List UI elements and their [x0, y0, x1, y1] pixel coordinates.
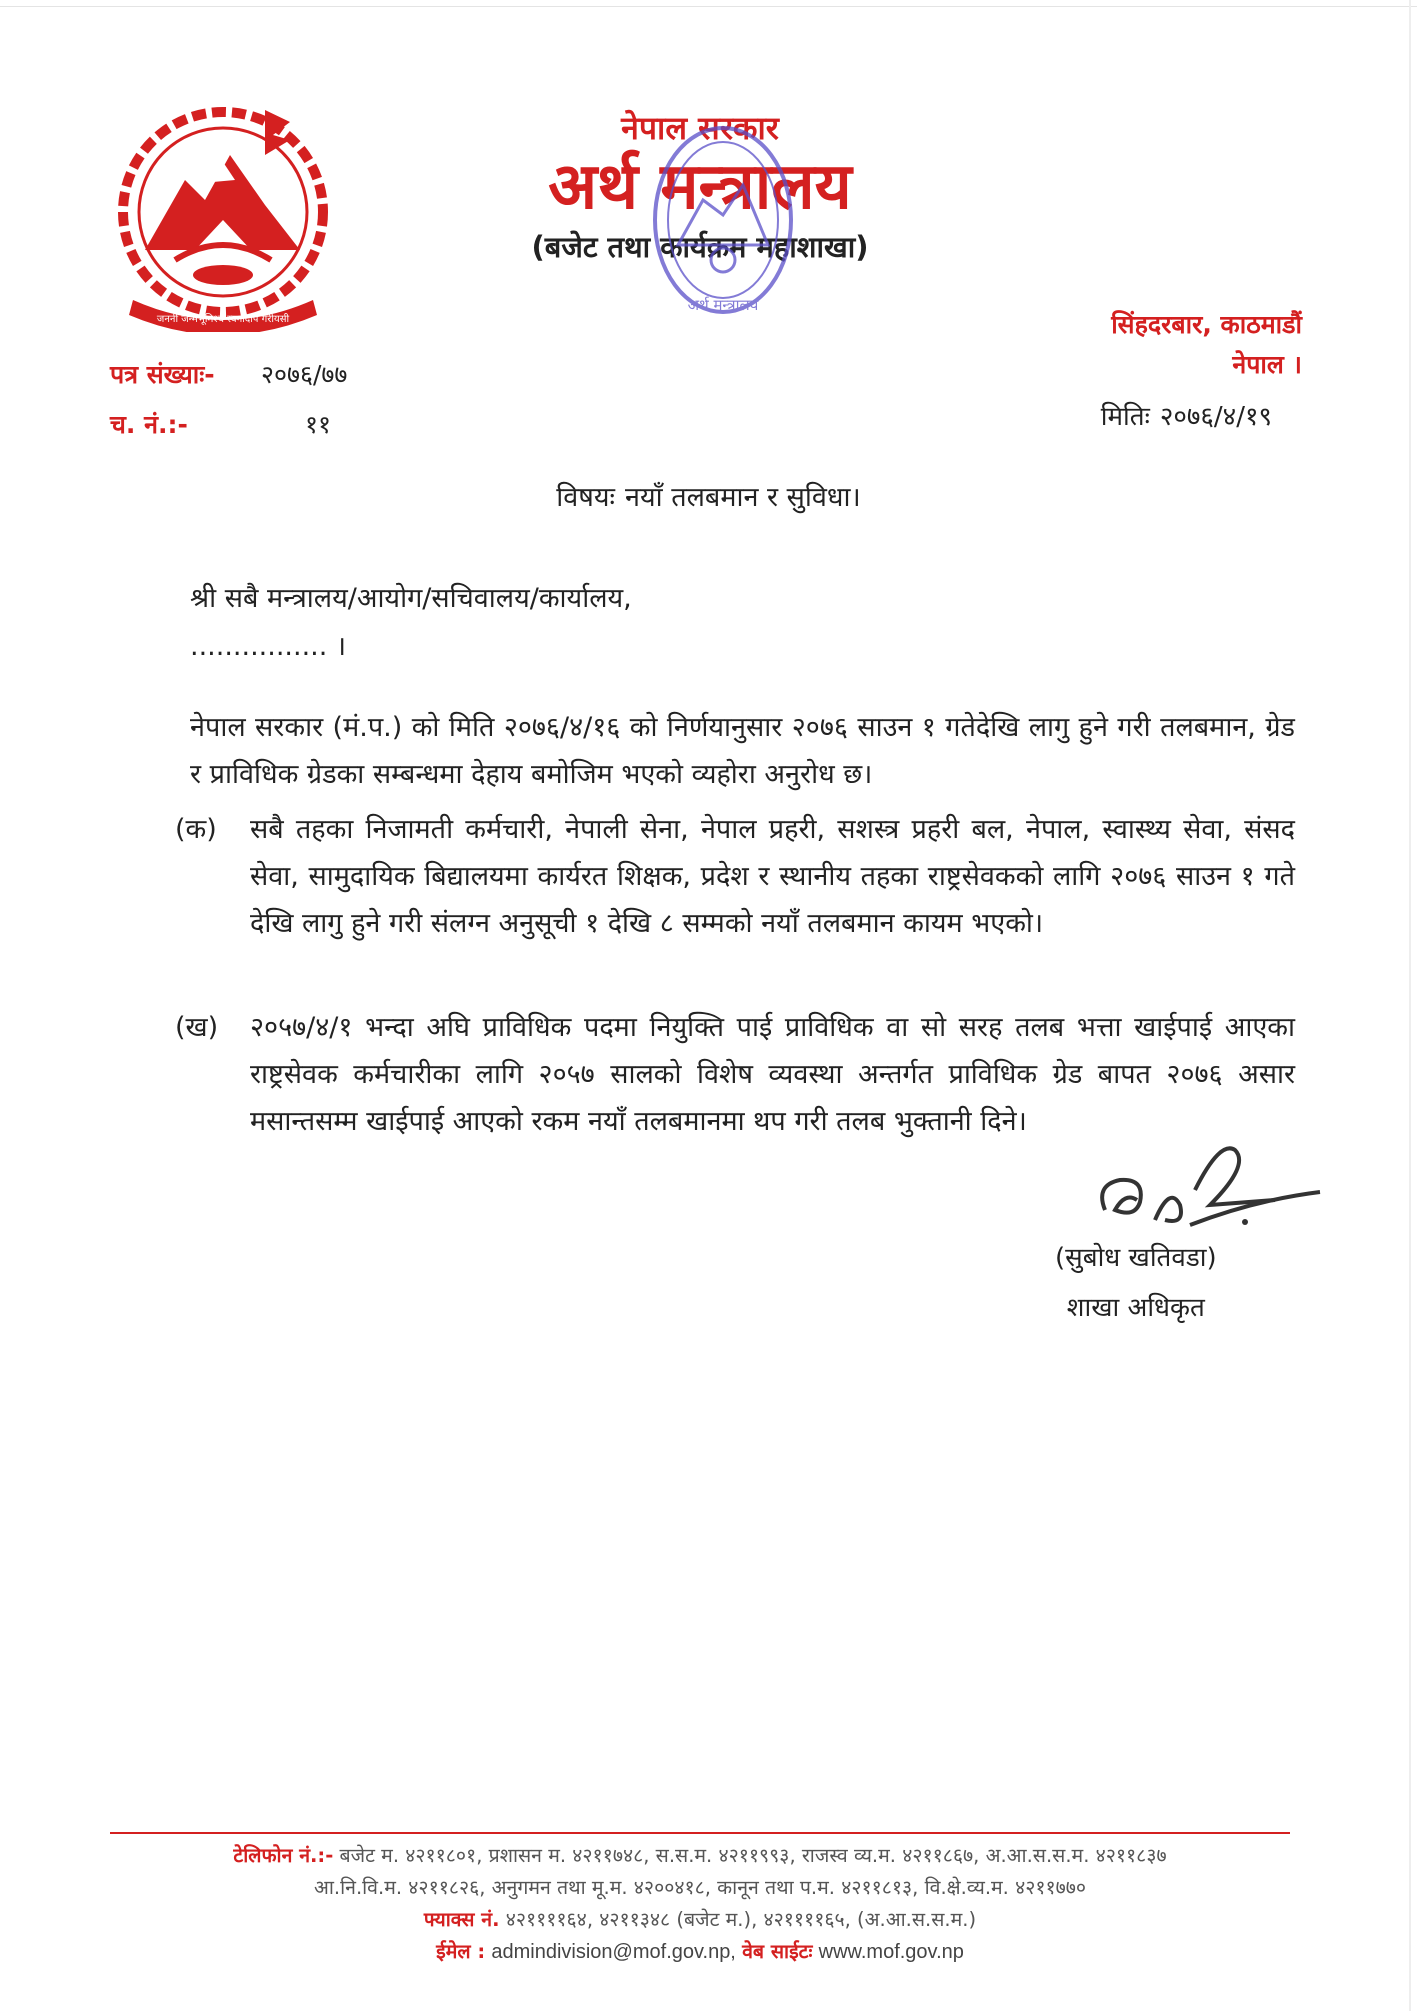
fax-label: फ्याक्स नं.	[423, 1908, 500, 1931]
government-name: नेपाल सरकार	[621, 109, 779, 147]
email-link[interactable]: admindivision@mof.gov.np,	[491, 1941, 736, 1963]
dispatch-number	[110, 407, 331, 441]
date-label: मितिः	[1100, 402, 1150, 432]
letter-date	[1101, 397, 1272, 433]
signatory	[1055, 1233, 1217, 1333]
ministry-name: अर्थ मन्त्रालय	[548, 150, 852, 224]
dispatch-number-value: ११	[305, 410, 332, 439]
signatory-name: (सुबोध खतिवडा)	[1055, 1243, 1217, 1273]
handwritten-signature-icon	[1085, 1130, 1325, 1240]
list-item-text: २०५७/४/१ भन्दा अघि प्राविधिक पदमा नियुक्ति पाई प्राविधिक वा सो सरह तलब भत्ता खाईपाई आएका राष्ट्रसेवक कर्मचारीका लागि २०५७ सालको विशेष व्यवस्था अन्तर्गत प्राविधिक ग्रेड बापत २०७६ असार मसान्तसम्म खाईपाई आएको रकम नयाँ तलबमानमा थप गरी तलब भुक्तानी दिने।	[250, 1012, 1295, 1137]
addressee-line-2: ................ ।	[190, 631, 347, 662]
scan-edge-line	[0, 6, 1417, 7]
nepal-emblem-icon	[105, 100, 341, 332]
intro-paragraph: नेपाल सरकार (मं.प.) को मिति २०७६/४/१६ को निर्णयानुसार २०७६ साउन १ गतेदेखि लागु हुने गरी तलबमान, ग्रेड र प्राविधिक ग्रेडका सम्बन्धमा देहाय बमोजिम भएको व्यहोरा अनुरोध छ।	[190, 712, 1295, 790]
phone-numbers-1: बजेट म. ४२११८०१, प्रशासन म. ४२११७४८, स.स.म. ४२११९९३, राजस्व व्य.म. ४२११८६७, अ.आ.स.स.म. ४२११८३७	[339, 1844, 1167, 1867]
scan-edge-right	[1409, 0, 1411, 2011]
official-stamp-icon	[648, 120, 798, 325]
fax-numbers: ४२११११६४, ४२११३४८ (बजेट म.), ४२११११६५, (अ.आ.स.स.म.)	[505, 1908, 977, 1931]
email-label: ईमेल :	[436, 1940, 486, 1963]
footer-phone-line-1	[110, 1840, 1290, 1872]
letter-subject	[0, 477, 1417, 514]
letter-number-label: पत्र संख्याः-	[110, 360, 215, 389]
list-item-text: सबै तहका निजामती कर्मचारी, नेपाली सेना, नेपाल प्रहरी, सशस्त्र प्रहरी बल, नेपाल, स्वास्थ्य सेवा, संसद सेवा, सामुदायिक बिद्यालयमा कार्यरत शिक्षक, प्रदेश र स्थानीय तहका राष्ट्रसेवकको लागि २०७६ साउन १ गते देखि लागु हुने गरी संलग्न अनुसूची १ देखि ८ सम्मको नयाँ तलबमान कायम भएको।	[250, 814, 1295, 939]
website-label: वेब साईटः	[742, 1940, 813, 1963]
website-link[interactable]: www.mof.gov.np	[818, 1941, 964, 1963]
address-line-1: सिंहदरबार, काठमाडौं	[1111, 310, 1302, 339]
date-value: २०७६/४/१९	[1159, 402, 1272, 432]
addressee	[190, 575, 632, 671]
list-item-marker: (क)	[175, 814, 217, 845]
contact-footer	[110, 1840, 1290, 1968]
footer-contact-line	[110, 1936, 1290, 1968]
footer-divider	[110, 1832, 1290, 1834]
dispatch-number-label: च. नं.:-	[110, 410, 188, 439]
signatory-title: शाखा अधिकृत	[1066, 1293, 1205, 1323]
svg-text:अर्थ मन्त्रालय: अर्थ मन्त्रालय	[687, 296, 759, 314]
letter-number-value: २०७६/७७	[261, 360, 348, 389]
office-address	[1111, 305, 1302, 385]
branch-name: (बजेट तथा कार्यक्रम महाशाखा)	[531, 230, 869, 264]
footer-fax-line	[110, 1904, 1290, 1936]
subject-label: विषयः	[556, 482, 615, 513]
phone-numbers-2: आ.नि.वि.म. ४२११८२६, अनुगमन तथा मू.म. ४२००४१८, कानून तथा प.म. ४२११८१३, वि.क्षे.व्य.म. ४२११७७०	[313, 1876, 1087, 1899]
subject-text: नयाँ तलबमान र सुविधा।	[624, 482, 861, 513]
list-item-marker: (ख)	[175, 1012, 219, 1043]
phone-label: टेलिफोन नं.:-	[233, 1844, 334, 1867]
svg-text:जननी जन्मभूमिश्च स्वर्गादपि गर: जननी जन्मभूमिश्च स्वर्गादपि गरीयसी	[156, 314, 290, 325]
letter-number	[110, 357, 347, 391]
addressee-line-1: श्री सबै मन्त्रालय/आयोग/सचिवालय/कार्यालय,	[190, 583, 632, 614]
footer-phone-line-2	[110, 1872, 1290, 1904]
address-line-2: नेपाल ।	[1232, 350, 1302, 379]
